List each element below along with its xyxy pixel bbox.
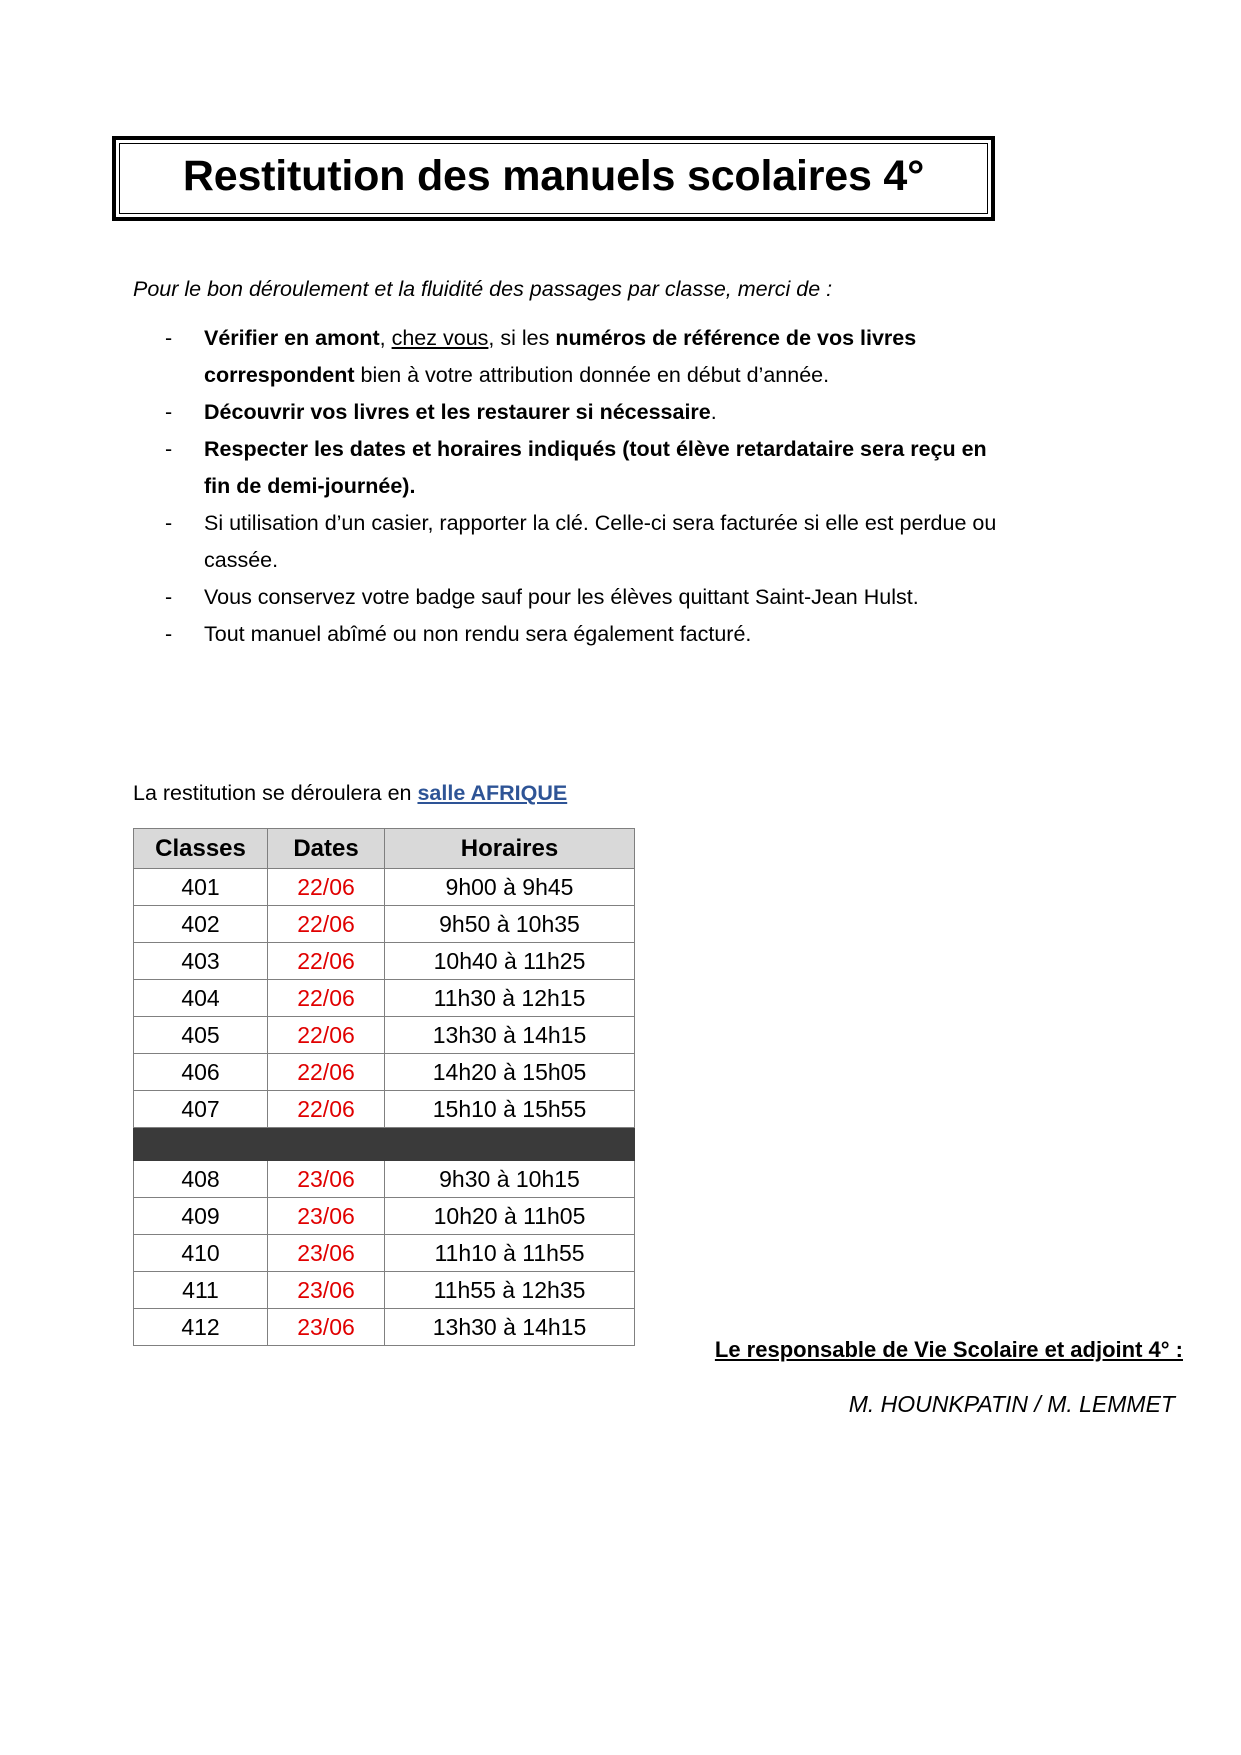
cell-classe: 406 bbox=[134, 1054, 268, 1091]
cell-horaire: 14h20 à 15h05 bbox=[385, 1054, 635, 1091]
location-line bbox=[133, 780, 567, 808]
cell-horaire: 11h10 à 11h55 bbox=[385, 1235, 635, 1272]
table-row bbox=[134, 1017, 635, 1054]
cell-date: 23/06 bbox=[268, 1161, 385, 1198]
cell-classe: 407 bbox=[134, 1091, 268, 1128]
instruction-text-segment: chez vous bbox=[391, 326, 489, 351]
cell-horaire: 10h20 à 11h05 bbox=[385, 1198, 635, 1235]
table-separator-row bbox=[134, 1128, 635, 1161]
cell-horaire: 11h30 à 12h15 bbox=[385, 980, 635, 1017]
instruction-item bbox=[133, 579, 1013, 616]
cell-horaire: 15h10 à 15h55 bbox=[385, 1091, 635, 1128]
column-header-classes: Classes bbox=[134, 829, 268, 869]
cell-horaire: 11h55 à 12h35 bbox=[385, 1272, 635, 1309]
schedule-table bbox=[133, 828, 635, 1346]
instruction-item bbox=[133, 394, 1013, 431]
cell-horaire: 9h50 à 10h35 bbox=[385, 906, 635, 943]
instruction-text-segment: numéros de référence de vos livres correspondent bbox=[204, 326, 917, 387]
table-row bbox=[134, 869, 635, 906]
table-row bbox=[134, 1054, 635, 1091]
table-row bbox=[134, 943, 635, 980]
cell-classe: 402 bbox=[134, 906, 268, 943]
cell-classe: 410 bbox=[134, 1235, 268, 1272]
cell-horaire: 9h00 à 9h45 bbox=[385, 869, 635, 906]
intro-paragraph: Pour le bon déroulement et la fluidité des passages par classe, merci de : bbox=[133, 277, 833, 301]
cell-date: 23/06 bbox=[268, 1198, 385, 1235]
bullet-dash-icon: - bbox=[165, 510, 173, 535]
title-box-inner bbox=[119, 143, 988, 214]
table-row bbox=[134, 1091, 635, 1128]
title-box bbox=[112, 136, 995, 221]
cell-horaire: 13h30 à 14h15 bbox=[385, 1309, 635, 1346]
cell-horaire bbox=[385, 1128, 635, 1161]
signature-role: Le responsable de Vie Scolaire et adjoint 4° : bbox=[714, 1337, 1183, 1362]
bullet-dash-icon: - bbox=[165, 436, 173, 461]
cell-classe: 412 bbox=[134, 1309, 268, 1346]
instruction-text-segment: Découvrir vos livres et les restaurer si nécessaire bbox=[204, 399, 711, 424]
table-body bbox=[134, 869, 635, 1346]
body-content bbox=[133, 275, 1013, 653]
column-header-dates: Dates bbox=[268, 829, 385, 869]
cell-classe: 411 bbox=[134, 1272, 268, 1309]
cell-date: 22/06 bbox=[268, 906, 385, 943]
location-prefix: La restitution se déroulera en bbox=[133, 781, 418, 805]
cell-date: 22/06 bbox=[268, 980, 385, 1017]
instruction-item bbox=[133, 505, 1013, 579]
table-row bbox=[134, 1235, 635, 1272]
bullet-dash-icon: - bbox=[165, 584, 173, 609]
instruction-item bbox=[133, 431, 1013, 505]
cell-classe: 401 bbox=[134, 869, 268, 906]
instruction-item bbox=[133, 616, 1013, 653]
instruction-text-segment: bien à votre attribution donnée en début d’année. bbox=[354, 362, 830, 387]
instructions-list bbox=[133, 320, 1013, 653]
table-row bbox=[134, 1198, 635, 1235]
cell-horaire: 13h30 à 14h15 bbox=[385, 1017, 635, 1054]
cell-date: 22/06 bbox=[268, 1054, 385, 1091]
cell-horaire: 10h40 à 11h25 bbox=[385, 943, 635, 980]
column-header-horaires: Horaires bbox=[385, 829, 635, 869]
bullet-dash-icon: - bbox=[165, 326, 173, 351]
cell-date: 22/06 bbox=[268, 869, 385, 906]
cell-classe: 403 bbox=[134, 943, 268, 980]
cell-date bbox=[268, 1128, 385, 1161]
instruction-item bbox=[133, 320, 1013, 394]
cell-classe: 405 bbox=[134, 1017, 268, 1054]
instruction-text-segment: , bbox=[379, 326, 392, 351]
table-header-row bbox=[134, 829, 635, 869]
bullet-dash-icon: - bbox=[165, 621, 173, 646]
instruction-text-segment: Tout manuel abîmé ou non rendu sera également facturé. bbox=[204, 621, 752, 646]
instruction-text-segment: Vérifier en amont bbox=[204, 326, 380, 351]
signature-block bbox=[483, 1335, 1183, 1420]
schedule-table-container bbox=[133, 828, 635, 1346]
cell-classe: 404 bbox=[134, 980, 268, 1017]
instruction-text-segment: Vous conservez votre badge sauf pour les élèves quittant Saint-Jean Hulst. bbox=[204, 584, 919, 609]
cell-classe bbox=[134, 1128, 268, 1161]
cell-date: 22/06 bbox=[268, 943, 385, 980]
instruction-text-segment: Respecter les dates et horaires indiqués (tout élève retardataire sera reçu en fin de demi-journée). bbox=[204, 436, 987, 498]
cell-date: 23/06 bbox=[268, 1309, 385, 1346]
cell-date: 23/06 bbox=[268, 1272, 385, 1309]
table-row bbox=[134, 1161, 635, 1198]
cell-classe: 408 bbox=[134, 1161, 268, 1198]
instruction-text-segment: . bbox=[710, 399, 717, 424]
cell-date: 22/06 bbox=[268, 1017, 385, 1054]
bullet-dash-icon: - bbox=[165, 399, 173, 424]
signature-names: M. HOUNKPATIN / M. LEMMET bbox=[848, 1390, 1175, 1417]
table-row bbox=[134, 980, 635, 1017]
cell-date: 23/06 bbox=[268, 1235, 385, 1272]
cell-horaire: 9h30 à 10h15 bbox=[385, 1161, 635, 1198]
table-header bbox=[134, 829, 635, 869]
instruction-text-segment: , si les bbox=[488, 326, 556, 351]
cell-date: 22/06 bbox=[268, 1091, 385, 1128]
table-row bbox=[134, 1272, 635, 1309]
cell-classe: 409 bbox=[134, 1198, 268, 1235]
instruction-text-segment: Si utilisation d’un casier, rapporter la clé. Celle-ci sera facturée si elle est perdue ou cassée. bbox=[204, 510, 997, 572]
table-row bbox=[134, 906, 635, 943]
location-room-highlight: salle AFRIQUE bbox=[417, 781, 568, 805]
page-title: Restitution des manuels scolaires 4° bbox=[182, 152, 925, 200]
